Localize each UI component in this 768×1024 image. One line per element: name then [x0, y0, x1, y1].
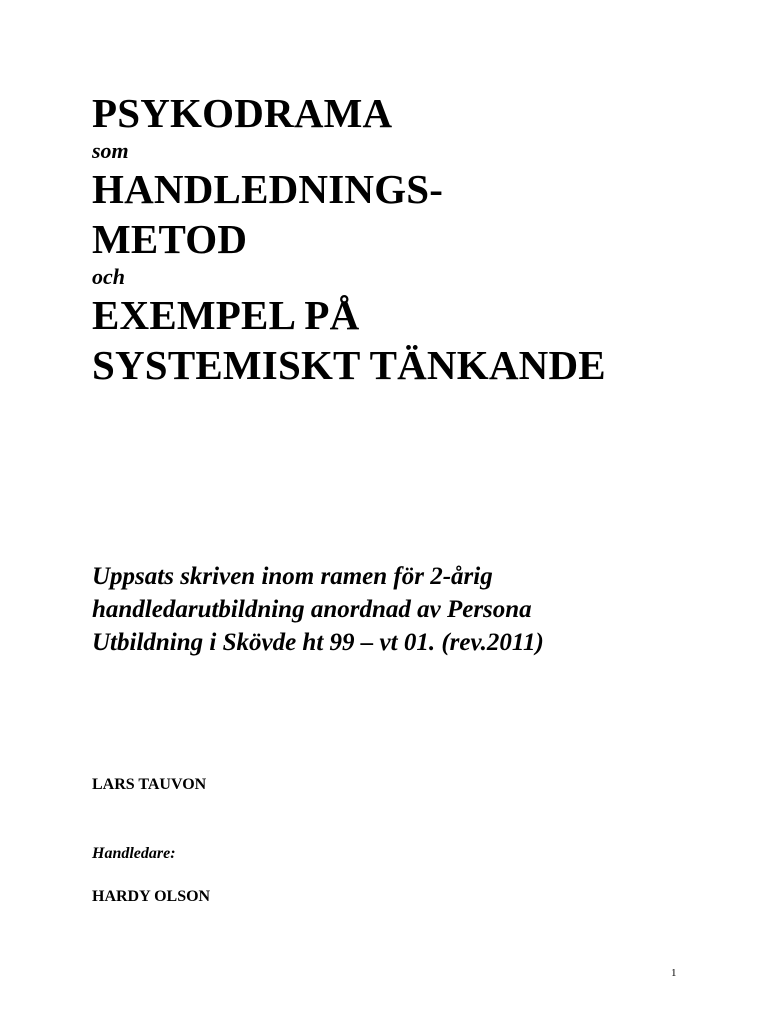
title-line-metod: METOD — [92, 216, 248, 262]
subtitle — [92, 560, 732, 659]
title-line-exempel: EXEMPEL PÅ — [92, 292, 360, 338]
title-line-handlednings: HANDLEDNINGS- — [92, 166, 444, 212]
supervisor-label: Handledare: — [92, 845, 176, 862]
title-connector-som: som — [92, 138, 129, 163]
subtitle-line: Utbildning i Skövde ht 99 – vt 01. (rev.2011) — [92, 629, 544, 656]
subtitle-line: Uppsats skriven inom ramen för 2-årig — [92, 563, 493, 590]
title-connector-och: och — [92, 264, 125, 289]
title-line-systemiskt: SYSTEMISKT TÄNKANDE — [92, 342, 606, 388]
supervisor-name: HARDY OLSON — [92, 888, 211, 905]
title-block — [92, 88, 732, 390]
title-line-psykodrama: PSYKODRAMA — [92, 90, 393, 136]
author-name: LARS TAUVON — [92, 776, 207, 793]
subtitle-line: handledarutbildning anordnad av Persona — [92, 596, 532, 623]
page-number: 1 — [671, 967, 677, 979]
